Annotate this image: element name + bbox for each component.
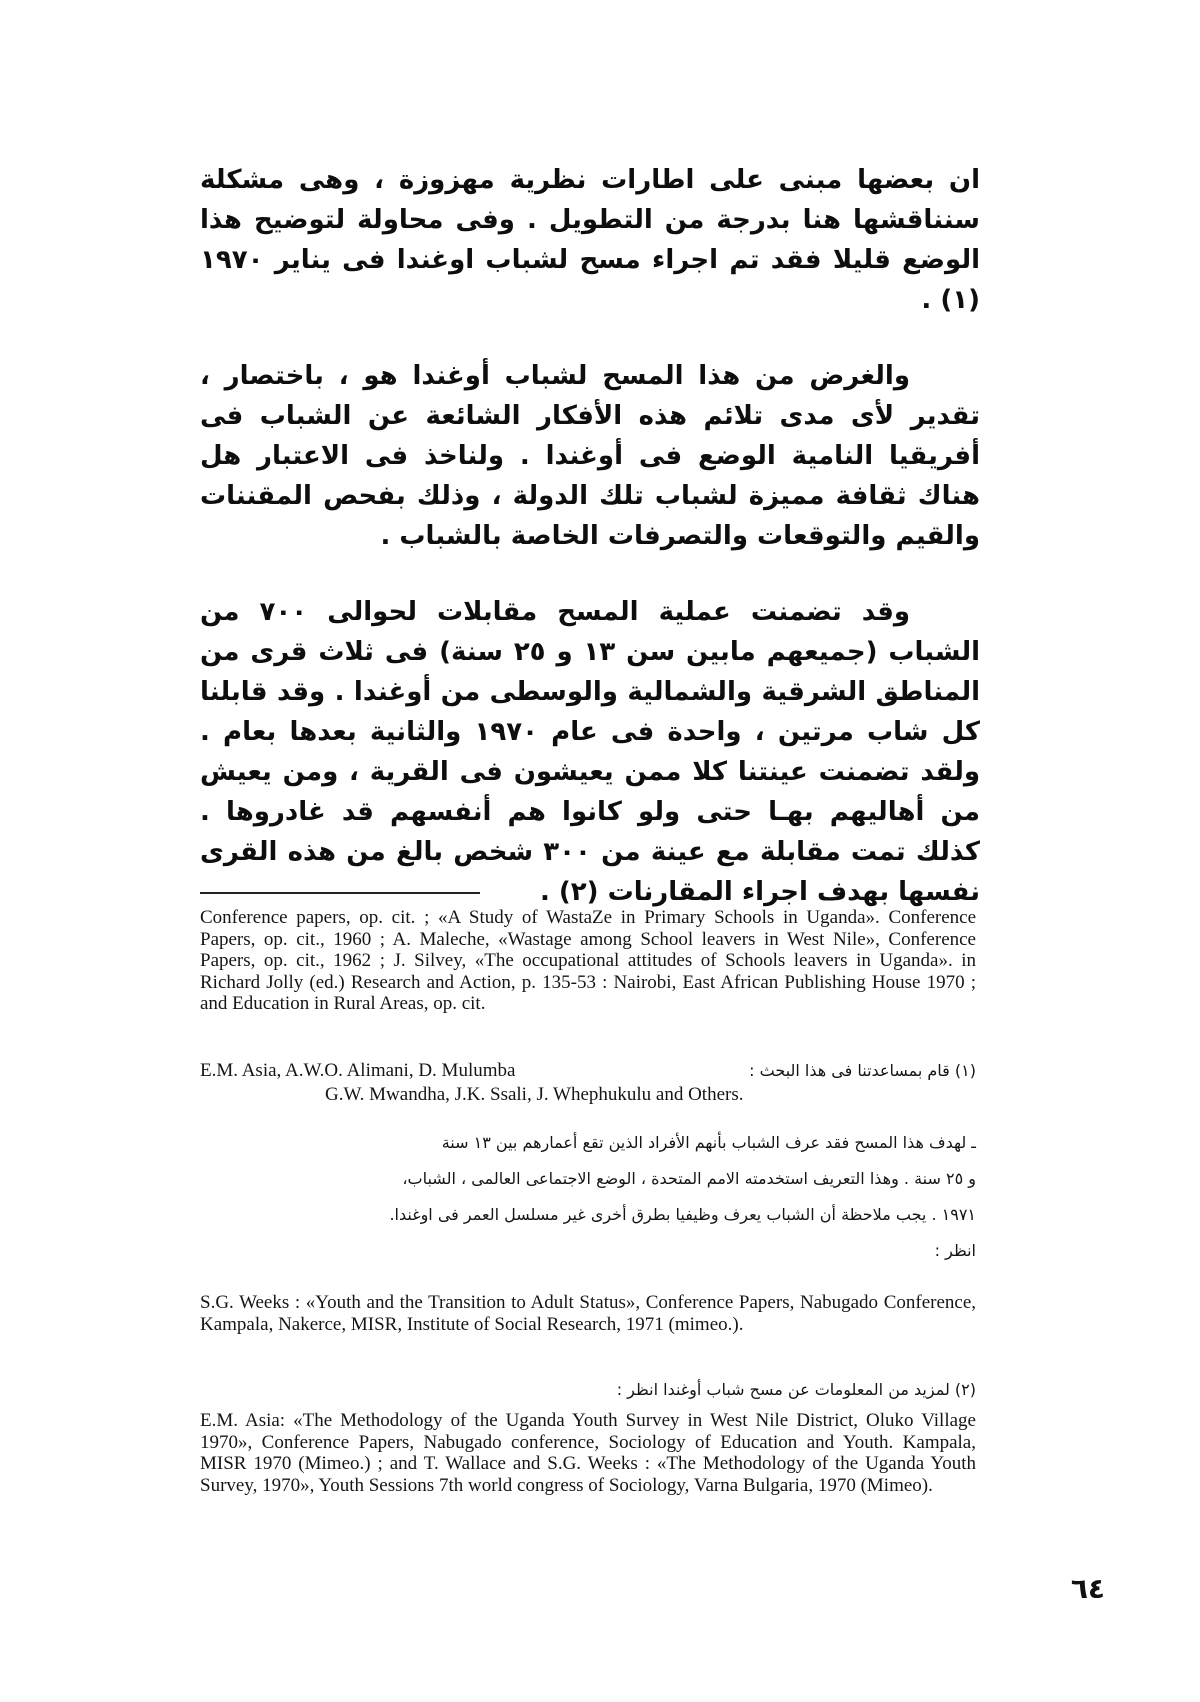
footnote-text: E.M. Asia: «The Methodology of the Uganda Youth Survey in West Nile District, Oluko Village 1970», Conference Papers, Nabugado conference, Sociology of Education and Youth. Kampala, MISR 1970 (Mimeo.) ; and T. Wallace and S.G. Weeks : «The Methodology of the Uganda Youth Survey, 1970», Youth Sessions 7th world congress of Sociology, Varna Bulgaria, 1970 (Mimeo). bbox=[200, 1410, 976, 1496]
body-paragraph-3: وقد تضمنت عملية المسح مقابلات لحوالى ٧٠٠ من الشباب (جميعهم مابين سن ١٣ و ٢٥ سنة) فى ثلاث قرى من المناطق الشرقية والشمالية والوسطى من أوغندا . وقد قابلنا كل شاب مرتين ، واحدة فى عام ١٩٧٠ والثانية بعدها بعام . ولقد تضمنت عينتنا كلا ممن يعيشون فى القرية ، ومن يعيش من أهاليهم بهـا حتى ولو كانوا هم أنفسهم قد غادروها . كذلك تمت مقابلة مع عينة من ٣٠٠ شخص بالغ من هذه القرى نفسها بهدف اجراء المقارنات (٢) . bbox=[200, 597, 981, 907]
arabic-note-line: ـ لهدف هذا المسح فقد عرف الشباب بأنهم الأفراد الذين تقع أعمارهم بين ١٣ سنة bbox=[441, 1133, 976, 1152]
page-number: ٦٤ bbox=[1070, 1572, 1105, 1605]
footnote-text: Conference papers, op. cit. ; «A Study of WastaZe in Primary Schools in Uganda». Conference Papers, op. cit., 1960 ; A. Maleche, «Wastage among School leavers in West Nile», Conference Papers, op. cit., 1962 ; J. Silvey, «The occupational attitudes of Schools leavers in Uganda». in Richard Jolly (ed.) Research and Action, p. 135-53 : Nairobi, East African Publishing House 1970 ; and Education in Rural Areas, op. cit. bbox=[200, 907, 976, 1014]
footnote-weeks-reference bbox=[200, 1292, 976, 1335]
footnote-arabic-notes bbox=[200, 1125, 976, 1269]
footnote-text: S.G. Weeks : «Youth and the Transition to Adult Status», Conference Papers, Nabugado Conference, Kampala, Nakerce, MISR, Institute of Social Research, 1971 (mimeo.). bbox=[200, 1292, 976, 1335]
footnote-1-header bbox=[200, 1060, 976, 1082]
footnote-separator bbox=[200, 892, 480, 894]
footnote-2-header bbox=[200, 1380, 976, 1400]
arabic-note-line: و ٢٥ سنة . وهذا التعريف استخدمته الامم المتحدة ، الوضع الاجتماعى العالمى ، الشباب، bbox=[402, 1169, 976, 1188]
footnote-2-arabic: (٢) لمزيد من المعلومات عن مسح شباب أوغندا انظر : bbox=[616, 1380, 976, 1399]
footnote-1-names bbox=[325, 1084, 925, 1106]
arabic-note-line: انظر : bbox=[934, 1241, 976, 1260]
footnote-continuation bbox=[200, 907, 976, 1015]
body-paragraph-1: ان بعضها مبنى على اطارات نظرية مهزوزة ، وهى مشكلة سنناقشها هنا بدرجة من التطويل . وفى محاولة لتوضيح هذا الوضع قليلا فقد تم اجراء مسح لشباب اوغندا فى يناير ١٩٧٠ (١) . bbox=[200, 165, 980, 315]
footnote-1-names-line1: E.M. Asia, A.W.O. Alimani, D. Mulumba bbox=[200, 1060, 516, 1081]
footnote-1-names-line2: G.W. Mwandha, J.K. Ssali, J. Whephukulu and Others. bbox=[325, 1084, 744, 1105]
main-body-text bbox=[200, 160, 980, 912]
footnote-asia-reference bbox=[200, 1410, 976, 1496]
body-paragraph-2: والغرض من هذا المسح لشباب أوغندا هو ، باختصار ، تقدير لأى مدى تلائم هذه الأفكار الشائعة عن الشباب فى أفريقيا النامية الوضع فى أوغندا . ولناخذ فى الاعتبار هل هناك ثقافة مميزة لشباب تلك الدولة ، وذلك بفحص المقننات والقيم والتوقعات والتصرفات الخاصة بالشباب . bbox=[200, 361, 980, 551]
footnote-1-arabic-marker: (١) قام بمساعدتنا فى هذا البحث : bbox=[749, 1061, 976, 1080]
arabic-note-line: ١٩٧١ . يجب ملاحظة أن الشباب يعرف وظيفيا بطرق أخرى غير مسلسل العمر فى اوغندا. bbox=[389, 1205, 976, 1224]
